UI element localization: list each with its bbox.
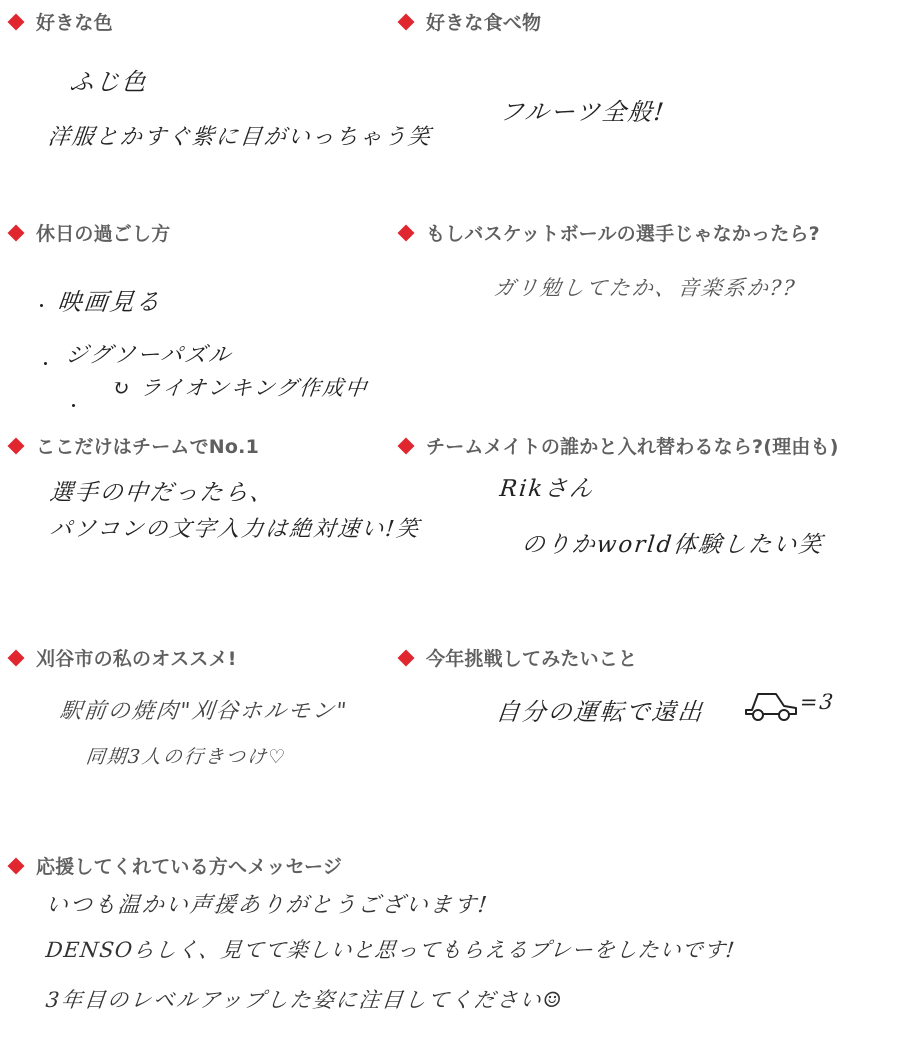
handwritten-answer-line: =3 <box>798 690 837 714</box>
heading-text: 刈谷市の私のオススメ! <box>36 648 237 670</box>
bullet-dot <box>44 362 47 365</box>
bullet-dot <box>72 404 75 407</box>
diamond-bullet-icon <box>398 437 415 454</box>
handwritten-answer-line: 同期3人の行きつけ♡ <box>84 746 289 768</box>
handwritten-answer-line: いつも温かい声援ありがとうございます! <box>44 893 490 918</box>
heading-text: 好きな食べ物 <box>426 12 542 34</box>
handwritten-answer-line: 選手の中だったら、 <box>48 480 277 506</box>
heading-text: 応援してくれている方へメッセージ <box>36 856 343 878</box>
diamond-bullet-icon <box>8 437 25 454</box>
heading-text: 今年挑戦してみたいこと <box>426 648 638 670</box>
handwritten-answer-line: ↻ ライオンキング作成中 <box>110 376 370 400</box>
section-heading <box>6 644 237 671</box>
handwritten-answer-line: 洋服とかすぐ紫に目がいっちゃう笑 <box>46 125 434 150</box>
heading-text: チームメイトの誰かと入れ替わるなら?(理由も) <box>426 436 839 458</box>
handwritten-answer-line: パソコンの文字入力は絶対速い!笑 <box>48 517 422 542</box>
handwritten-answer-line: Rikさん <box>498 476 596 502</box>
handwritten-answer-line: DENSOらしく、見てて楽しいと思ってもらえるプレーをしたいです! <box>44 938 737 962</box>
section-heading <box>6 432 259 459</box>
handwritten-answer-line: 自分の運転で遠出 <box>494 698 706 726</box>
handwritten-answer-line: ガリ勉してたか、音楽系か?? <box>492 276 798 300</box>
diamond-bullet-icon <box>398 649 415 666</box>
diamond-bullet-icon <box>8 649 25 666</box>
handwritten-answer-line: 映画見る <box>56 288 164 316</box>
section-heading <box>396 644 637 671</box>
diamond-bullet-icon <box>398 13 415 30</box>
handwritten-answer-line: 3年目のレベルアップした姿に注目してください☺ <box>44 988 565 1012</box>
section-heading <box>6 219 170 246</box>
heading-text: もしバスケットボールの選手じゃなかったら? <box>426 223 820 245</box>
handwritten-answer-line: フルーツ全般! <box>498 98 667 126</box>
section-heading <box>396 8 541 35</box>
section-heading <box>396 219 820 246</box>
diamond-bullet-icon <box>8 224 25 241</box>
handwritten-answer-line: のりかworld体験したい笑 <box>520 532 825 558</box>
bullet-dot <box>40 304 43 307</box>
diamond-bullet-icon <box>8 13 25 30</box>
heading-text: ここだけはチームでNo.1 <box>36 436 259 458</box>
handwritten-answer-line: ふじ色 <box>68 68 150 96</box>
car-doodle-icon <box>742 684 800 724</box>
section-heading <box>6 8 113 35</box>
heading-text: 休日の過ごし方 <box>36 223 171 245</box>
section-heading <box>396 432 839 459</box>
heading-text: 好きな色 <box>36 12 113 34</box>
section-heading <box>6 852 342 879</box>
diamond-bullet-icon <box>8 857 25 874</box>
handwritten-answer-line: 駅前の焼肉"刈谷ホルモン" <box>58 699 350 724</box>
diamond-bullet-icon <box>398 224 415 241</box>
handwritten-answer-line: ジグソーパズル <box>64 343 234 368</box>
